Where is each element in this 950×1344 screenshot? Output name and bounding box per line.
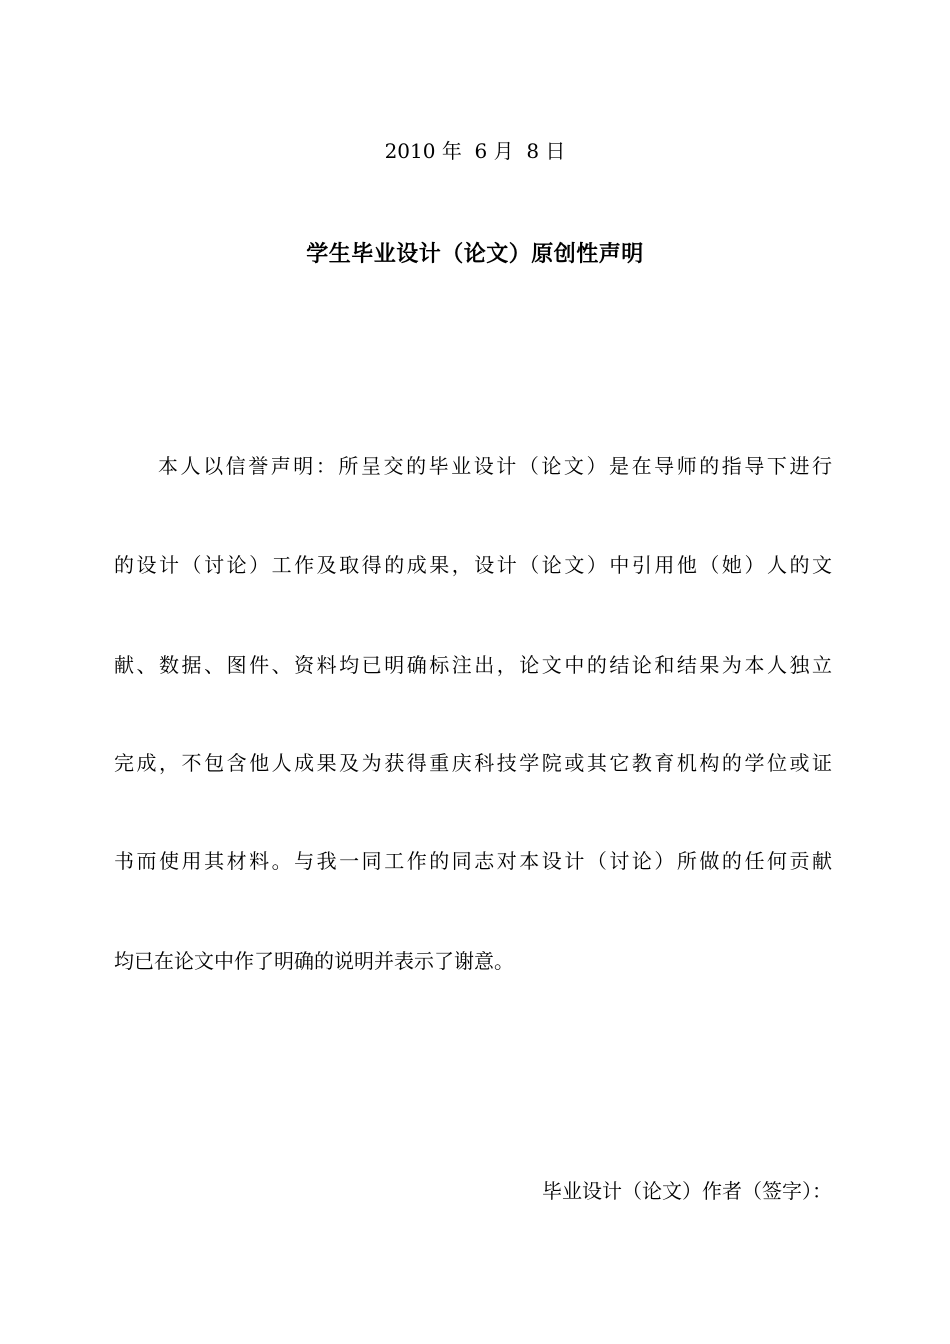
statement-line: 书而使用其材料。与我一同工作的同志对本设计（讨论）所做的任何贡献 xyxy=(114,849,832,873)
statement-line: 的设计（讨论）工作及取得的成果，设计（论文）中引用他（她）人的文 xyxy=(114,553,832,577)
statement-line: 完成，不包含他人成果及为获得重庆科技学院或其它教育机构的学位或证 xyxy=(114,751,832,775)
author-signature-label: 毕业设计（论文）作者（签字）： xyxy=(542,1179,832,1203)
document-title: 学生毕业设计（论文）原创性声明 xyxy=(306,242,644,267)
document-date: 2010 年 6 月 8 日 xyxy=(384,139,566,163)
statement-line: 献、数据、图件、资料均已明确标注出，论文中的结论和结果为本人独立 xyxy=(114,653,832,677)
statement-line: 均已在论文中作了明确的说明并表示了谢意。 xyxy=(114,949,514,973)
statement-line: 本人以信誉声明：所呈交的毕业设计（论文）是在导师的指导下进行 xyxy=(158,454,832,478)
